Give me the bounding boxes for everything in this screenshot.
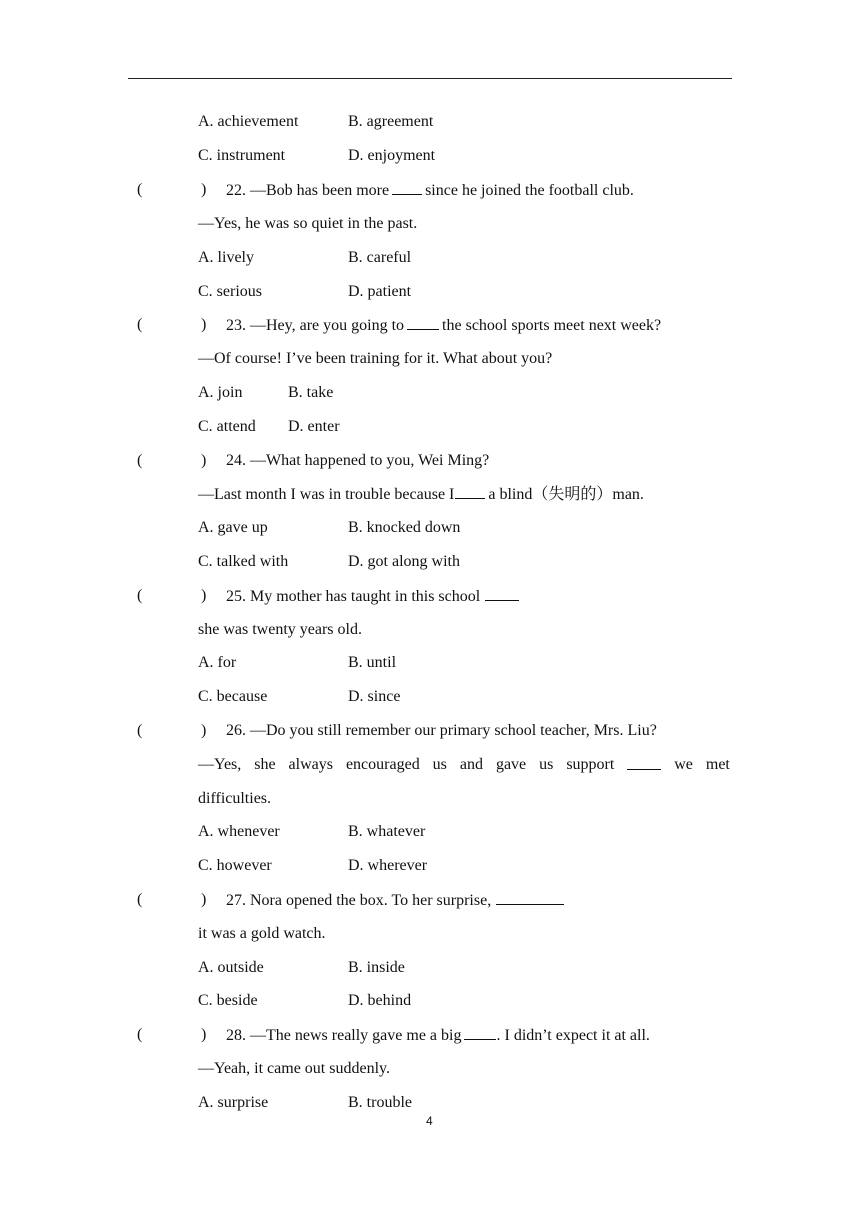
answer-blank (407, 315, 439, 330)
question-23-reply: —Of course! I’ve been training for it. What about you? (198, 350, 553, 367)
question-27-stem: 27. Nora opened the box. To her surprise, (226, 890, 567, 911)
answer-blank (455, 484, 485, 499)
answer-paren-open: ( (137, 1026, 143, 1043)
page-number: 4 (426, 1114, 433, 1128)
answer-paren-open: ( (137, 181, 143, 198)
option-d: D. got along with (348, 553, 460, 570)
option-c: C. instrument (198, 147, 286, 164)
option-d: D. since (348, 688, 401, 705)
question-27-stem-cont: it was a gold watch. (198, 925, 326, 942)
answer-paren-close: ) (201, 452, 207, 469)
answer-paren-close: ) (201, 181, 207, 198)
question-28-stem: 28. —The news really gave me a big . I didn’t expect it at all. (226, 1027, 650, 1044)
option-a: A. outside (198, 959, 264, 976)
option-c: C. beside (198, 992, 258, 1009)
question-26-reply: —Yes, she always encouraged us and gave us support we met (198, 756, 730, 773)
question-26-reply-cont: difficulties. (198, 790, 272, 807)
question-23-stem: 23. —Hey, are you going to the school sports meet next week? (226, 317, 662, 334)
question-22-reply: —Yes, he was so quiet in the past. (198, 215, 418, 232)
answer-blank (464, 1025, 496, 1040)
answer-blank (496, 890, 564, 905)
option-a: A. achievement (198, 113, 299, 130)
question-28-reply: —Yeah, it came out suddenly. (198, 1060, 390, 1077)
option-c: C. however (198, 857, 272, 874)
option-a: A. for (198, 654, 237, 671)
answer-paren-close: ) (201, 316, 207, 333)
answer-paren-close: ) (201, 587, 207, 604)
answer-paren-open: ( (137, 316, 143, 333)
option-b: B. knocked down (348, 519, 461, 536)
question-26-stem: 26. —Do you still remember our primary school teacher, Mrs. Liu? (226, 722, 657, 739)
option-b: B. until (348, 654, 397, 671)
answer-paren-open: ( (137, 722, 143, 739)
question-22-stem: 22. —Bob has been more since he joined the football club. (226, 182, 634, 199)
question-25-stem: 25. My mother has taught in this school (226, 586, 522, 607)
answer-paren-close: ) (201, 722, 207, 739)
question-24-stem: 24. —What happened to you, Wei Ming? (226, 452, 490, 469)
option-c: C. because (198, 688, 268, 705)
option-a: A. lively (198, 249, 254, 266)
answer-blank (392, 180, 422, 195)
option-b: B. inside (348, 959, 405, 976)
option-b: B. agreement (348, 113, 434, 130)
option-d: D. patient (348, 283, 412, 300)
answer-paren-open: ( (137, 452, 143, 469)
option-b: B. trouble (348, 1094, 412, 1111)
option-c: C. serious (198, 283, 262, 300)
answer-blank (627, 755, 661, 770)
option-b: B. careful (348, 249, 412, 266)
answer-paren-open: ( (137, 587, 143, 604)
option-d: D. enter (288, 418, 340, 435)
option-c: C. attend (198, 418, 256, 435)
option-a: A. gave up (198, 519, 268, 536)
option-a: A. whenever (198, 823, 280, 840)
option-a: A. surprise (198, 1094, 269, 1111)
answer-paren-open: ( (137, 891, 143, 908)
option-d: D. wherever (348, 857, 428, 874)
option-d: D. behind (348, 992, 412, 1009)
question-25-stem-cont: she was twenty years old. (198, 621, 362, 638)
option-b: B. whatever (348, 823, 426, 840)
header-rule (128, 78, 732, 79)
answer-blank (485, 586, 519, 601)
option-a: A. join (198, 384, 243, 401)
option-d: D. enjoyment (348, 147, 436, 164)
question-24-reply: —Last month I was in trouble because I a blind（失明的）man. (198, 486, 644, 503)
answer-paren-close: ) (201, 1026, 207, 1043)
option-b: B. take (288, 384, 334, 401)
option-c: C. talked with (198, 553, 289, 570)
answer-paren-close: ) (201, 891, 207, 908)
